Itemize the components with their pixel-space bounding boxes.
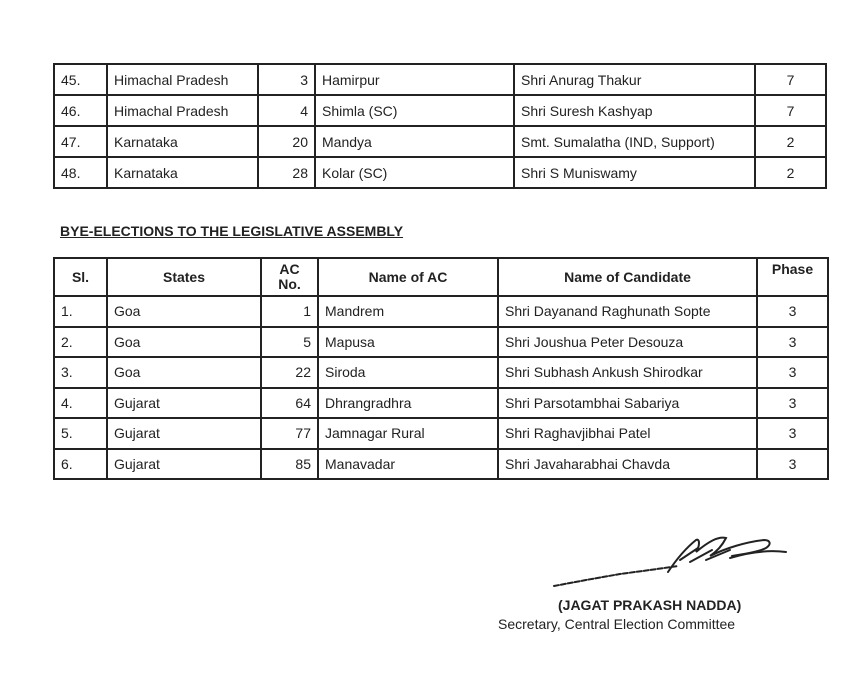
state-cell: Himachal Pradesh xyxy=(107,95,258,126)
phase-cell: 2 xyxy=(755,126,826,157)
candidate-cell: Shri Parsotambhai Sabariya xyxy=(498,388,757,419)
constituency-cell: Shimla (SC) xyxy=(315,95,514,126)
ac-no-cell: 77 xyxy=(261,418,318,449)
phase-cell: 3 xyxy=(757,296,828,327)
sl-cell: 4. xyxy=(54,388,107,419)
sl-cell: 46. xyxy=(54,95,107,126)
table-row xyxy=(54,95,826,126)
candidate-cell: Shri Anurag Thakur xyxy=(514,64,755,95)
constituency-no-cell: 28 xyxy=(258,157,315,188)
ac-name-cell: Jamnagar Rural xyxy=(318,418,498,449)
state-cell: Gujarat xyxy=(107,388,261,419)
ac-name-cell: Manavadar xyxy=(318,449,498,480)
sl-cell: 48. xyxy=(54,157,107,188)
state-cell: Karnataka xyxy=(107,157,258,188)
state-cell: Gujarat xyxy=(107,449,261,480)
phase-cell: 7 xyxy=(755,64,826,95)
state-cell: Gujarat xyxy=(107,418,261,449)
constituency-no-cell: 4 xyxy=(258,95,315,126)
sl-cell: 6. xyxy=(54,449,107,480)
col-header-name-of-ac: Name of AC xyxy=(318,258,498,296)
col-header-phase: Phase xyxy=(757,258,828,296)
ac-name-cell: Mapusa xyxy=(318,327,498,358)
col-header-sl: Sl. xyxy=(54,258,107,296)
table-row xyxy=(54,296,828,327)
sl-cell: 1. xyxy=(54,296,107,327)
section-heading: BYE-ELECTIONS TO THE LEGISLATIVE ASSEMBLY xyxy=(60,223,404,239)
ac-name-cell: Mandrem xyxy=(318,296,498,327)
table-row xyxy=(54,327,828,358)
phase-cell: 3 xyxy=(757,388,828,419)
constituency-no-cell: 3 xyxy=(258,64,315,95)
sl-cell: 3. xyxy=(54,357,107,388)
state-cell: Goa xyxy=(107,327,261,358)
col-header-ac-no xyxy=(261,258,318,296)
signatory-name: (JAGAT PRAKASH NADDA) xyxy=(558,597,742,613)
constituency-cell: Hamirpur xyxy=(315,64,514,95)
candidate-cell: Shri Joushua Peter Desouza xyxy=(498,327,757,358)
candidate-cell: Shri Raghavjibhai Patel xyxy=(498,418,757,449)
phase-cell: 3 xyxy=(757,449,828,480)
ac-no-line-2: No. xyxy=(278,276,301,292)
table-row xyxy=(54,418,828,449)
phase-cell: 3 xyxy=(757,418,828,449)
sl-cell: 5. xyxy=(54,418,107,449)
col-header-states: States xyxy=(107,258,261,296)
table-row xyxy=(54,157,826,188)
lok-sabha-candidates-table xyxy=(53,63,827,189)
ac-no-cell: 64 xyxy=(261,388,318,419)
col-header-candidate: Name of Candidate xyxy=(498,258,757,296)
constituency-cell: Mandya xyxy=(315,126,514,157)
table-row xyxy=(54,449,828,480)
candidate-cell: Shri Dayanand Raghunath Sopte xyxy=(498,296,757,327)
table-row xyxy=(54,388,828,419)
ac-name-cell: Dhrangradhra xyxy=(318,388,498,419)
candidate-cell: Shri S Muniswamy xyxy=(514,157,755,188)
phase-cell: 2 xyxy=(755,157,826,188)
phase-cell: 7 xyxy=(755,95,826,126)
candidate-cell: Smt. Sumalatha (IND, Support) xyxy=(514,126,755,157)
ac-no-cell: 5 xyxy=(261,327,318,358)
sl-cell: 45. xyxy=(54,64,107,95)
constituency-cell: Kolar (SC) xyxy=(315,157,514,188)
bye-elections-table xyxy=(53,257,829,480)
sl-cell: 47. xyxy=(54,126,107,157)
table-row xyxy=(54,357,828,388)
state-cell: Karnataka xyxy=(107,126,258,157)
phase-cell: 3 xyxy=(757,357,828,388)
handwritten-signature xyxy=(550,530,790,592)
constituency-no-cell: 20 xyxy=(258,126,315,157)
ac-no-cell: 85 xyxy=(261,449,318,480)
sl-cell: 2. xyxy=(54,327,107,358)
signatory-title: Secretary, Central Election Committee xyxy=(498,616,736,632)
candidate-cell: Shri Javaharabhai Chavda xyxy=(498,449,757,480)
state-cell: Goa xyxy=(107,357,261,388)
state-cell: Himachal Pradesh xyxy=(107,64,258,95)
ac-no-cell: 22 xyxy=(261,357,318,388)
ac-name-cell: Siroda xyxy=(318,357,498,388)
state-cell: Goa xyxy=(107,296,261,327)
header-row xyxy=(54,258,828,296)
candidate-cell: Shri Subhash Ankush Shirodkar xyxy=(498,357,757,388)
ac-no-cell: 1 xyxy=(261,296,318,327)
ac-no-line-1: AC xyxy=(279,261,300,277)
candidate-cell: Shri Suresh Kashyap xyxy=(514,95,755,126)
table-row xyxy=(54,126,826,157)
table-row xyxy=(54,64,826,95)
phase-cell: 3 xyxy=(757,327,828,358)
